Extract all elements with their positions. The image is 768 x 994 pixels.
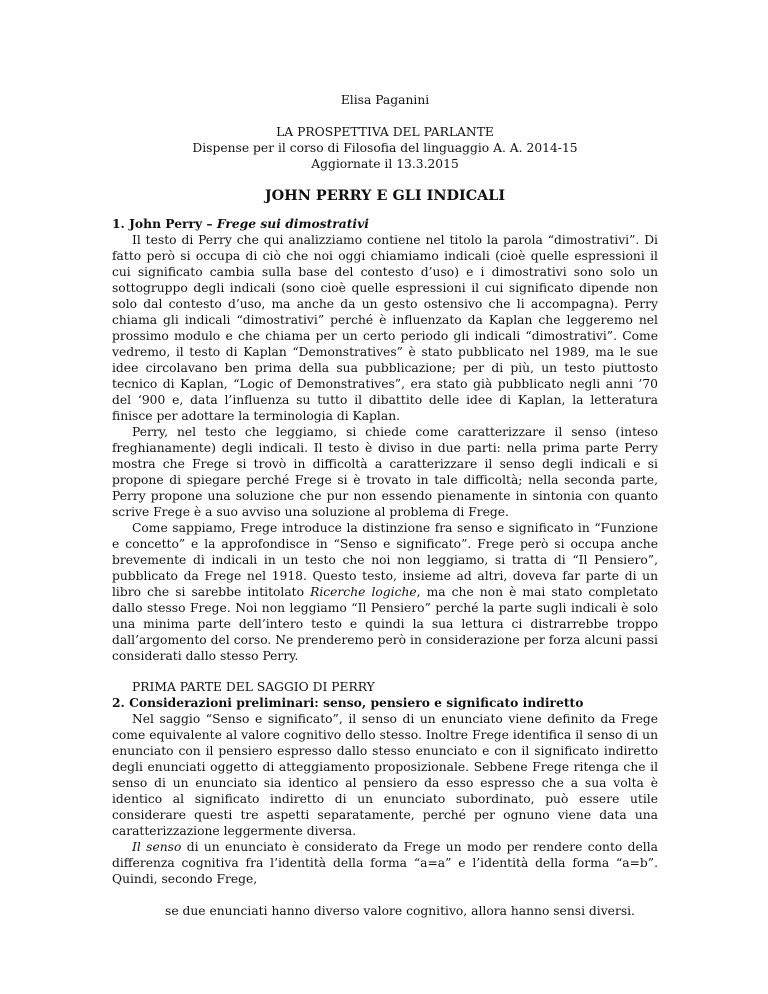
section1-number: 1. John Perry – [112, 216, 217, 231]
section2-paragraph-2 [112, 839, 658, 887]
header-update-date: Aggiornate il 13.3.2015 [311, 157, 459, 171]
section1-heading [112, 216, 658, 232]
section2-paragraph-1: Nel saggio “Senso e significato”, il senso di un enunciato viene definito da Frege come equivalente al valore cognitivo dello stesso. Inoltre Frege identifica il senso di un enunciato con il pensiero espresso dallo stesso enunciato e con il significato indiretto degli enunciati oggetto di atteggiamento proposizionale. Sebbene Frege ritenga che il senso di un enunciato sia identico al pensiero da esso espresso che a sua volta è identico al significato indiretto di un enunciato subordinato, può essere utile considerare questi tre aspetti separatamente, perché per ognuno viene data una caratterizzazione leggermente diversa. [112, 712, 658, 838]
header-course-title: LA PROSPETTIVA DEL PARLANTE [276, 125, 494, 139]
document-title: JOHN PERRY E GLI INDICALI [264, 187, 506, 204]
section2-p2-italic: Il senso [132, 840, 182, 854]
section1-paragraph-2: Perry, nel testo che leggiamo, si chiede come caratterizzare il senso (inteso freghianamente) degli indicali. Il testo è diviso in due parti: nella prima parte Perry mostra che Frege si trovò in difficoltà a caratterizzare il senso degli indicali e si propone di spiegare perché Frege si è trovato in tale difficoltà; nella seconda parte, Perry propone una soluzione che pur non essendo pienamente in sintonia con quanto scrive Frege è a suo avviso una soluzione al problema di Frege. [112, 425, 658, 519]
section1-paragraph-1: Il testo di Perry che qui analizziamo contiene nel titolo la parola “dimostrativi”. Di fatto però si occupa di ciò che noi oggi chiamiamo indicali (cioè quelle espressioni il cui significato cambia sulla base del contesto d’uso) e i dimostrativi sono solo un sottogruppo degli indicali (sono cioè quelle espressioni il cui significato dipende non solo dal contesto d’uso, ma anche da un gesto ostensivo che li accompagna). Perry chiama gli indicali “dimostrativi” perché è influenzato da Kaplan che leggeremo nel prossimo modulo e che chiama per un certo periodo gli indicali “dimostrativi”. Come vedremo, il testo di Kaplan “Demonstratives” è stato pubblicato nel 1989, ma le sue idee circolavano ben prima della sua pubblicazione; per di più, un testo piuttosto tecnico di Kaplan, “Logic of Demonstratives”, era stato già pubblicato negli anni ’70 del ‘900 e, data l’influenza su tutto il dibattito delle idee di Kaplan, la letteratura finisce per adottare la terminologia di Kaplan. [112, 233, 658, 423]
block-quote: se due enunciati hanno diverso valore cognitivo, allora hanno sensi diversi. [165, 904, 635, 918]
section1-p3-text-a: Come sappiamo, Frege introduce la distinzione fra senso e significato in “Funzione e concetto” e la approfondisce in “Senso e significato”. Frege però si occupa anche brevemente di indicali in un testo che noi non leggiamo, si tratta di “Il Pensiero”, pubblicato da Frege nel 1918. Questo testo, insieme ad altri, doveva far parte di un libro che si sarebbe intitolato [112, 521, 658, 599]
section1-title: Frege sui dimostrativi [216, 216, 369, 231]
spacer [112, 664, 658, 679]
document-page [112, 92, 658, 919]
part-label: PRIMA PARTE DEL SAGGIO DI PERRY [132, 680, 375, 694]
section2-p2-text: di un enunciato è considerato da Frege un modo per rendere conto della differenza cognitiva fra l’identità della forma “a=a” e l’identità della forma “a=b”. Quindi, secondo Frege, [112, 840, 658, 886]
section1-p3-text-b: , ma che non è mai stato completato dallo stesso Frege. Noi non leggiamo “Il Pensiero” perché la parte sugli indicali è solo una minima parte dell’intero testo e quindi la sua lettura ci distrarrebbe troppo dall’argomento del corso. Ne prenderemo però in considerazione per forza alcuni passi considerati dallo stesso Perry. [112, 585, 659, 663]
header-course-subtitle: Dispense per il corso di Filosofia del linguaggio A. A. 2014-15 [192, 141, 578, 155]
section2-heading [112, 695, 658, 711]
section2-title: 2. Considerazioni preliminari: senso, pensiero e significato indiretto [112, 695, 584, 710]
section1-p3-book-title: Ricerche logiche [310, 585, 417, 599]
author-name: Elisa Paganini [340, 93, 430, 107]
document-header [112, 124, 658, 172]
section1-paragraph-3 [112, 520, 658, 664]
